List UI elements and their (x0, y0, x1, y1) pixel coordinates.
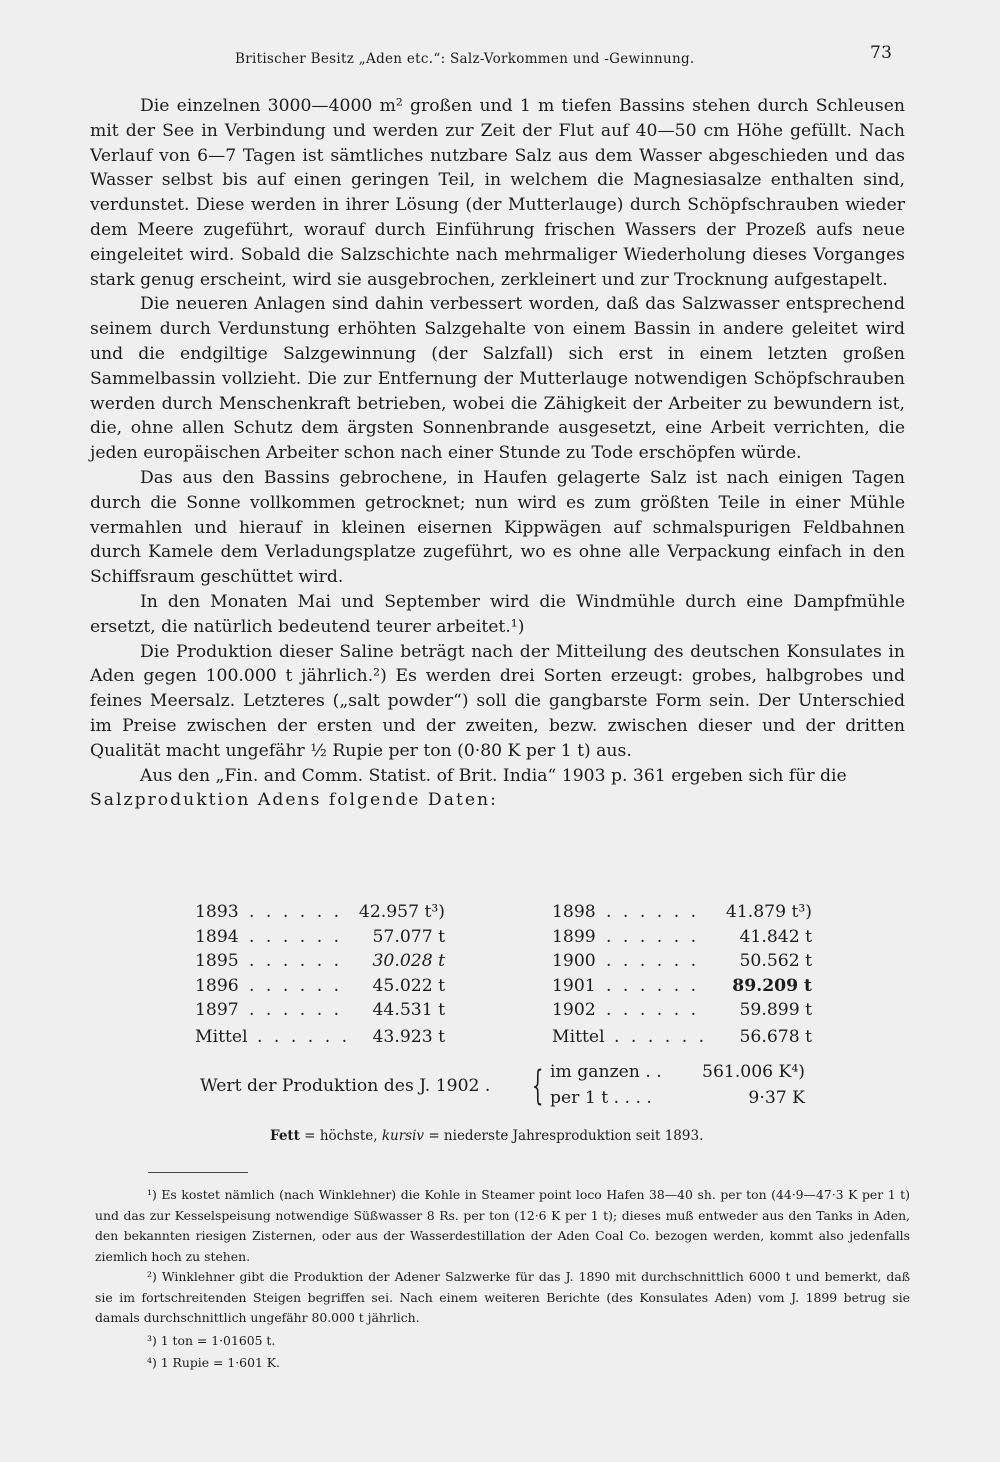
table-year: 1898 (552, 902, 596, 922)
table-value: 45.022 t (372, 975, 445, 996)
table-year: 1893 (195, 902, 239, 922)
paragraph: Die einzelnen 3000—4000 m² großen und 1 m tiefen Bassins stehen durch Schleusen mit der See in Verbindung und werden zur Zeit der Flut auf 40—50 cm Höhe gefüllt. Nach Verlauf von 6—7 Tagen ist sämtliches nutzbare Salz aus dem Wasser abgeschieden und das Wasser selbst bis auf einen geringen Teil, in welchem die Magnesiasalze enthalten sind, verdunstet. Diese werden in ihrer Lösung (der Mutterlauge) durch Schöpfschrauben wieder dem Meere zugeführt, worauf durch Einführung frischen Wassers der Prozeß aufs neue eingeleitet wird. Sobald die Salzschichte nach mehrmaliger Wiederholung dieses Vorganges stark genug erscheint, wird sie ausgebrochen, zerkleinert und zur Trocknung aufgestapelt. (90, 96, 905, 290)
body-text (90, 94, 905, 813)
table-row (195, 1025, 445, 1050)
table-year: 1896 (195, 975, 239, 996)
paragraph: In den Monaten Mai und September wird die Windmühle durch eine Dampfmühle ersetzt, die natürlich bedeutend teurer arbeitet.¹) (90, 591, 905, 637)
table-row (552, 998, 812, 1023)
table-value: 44.531 t (372, 1000, 445, 1020)
table-value: 56.678 t (739, 1026, 812, 1047)
table-row (195, 974, 445, 999)
table-value: 41.842 t (739, 926, 812, 947)
table-value: 41.879 t³) (725, 902, 812, 922)
table-dots: . . . . . . (249, 926, 343, 947)
table-dots: . . . . . . (606, 1000, 700, 1020)
table-row (195, 998, 445, 1023)
footnote: ³) 1 ton = 1·01605 t. (147, 1332, 276, 1348)
table-year: 1901 (552, 975, 596, 996)
footnote: ¹) Es kostet nämlich (nach Winklehner) die Kohle in Steamer point loco Hafen 38—40 sh. per ton (44·9—47·3 K per 1 t) und das zur Kesselspeisung notwendige Süßwasser 8 Rs. per ton (12·6 K per 1 t); dieses muß entweder aus den Tanks in Aden, den bekannten riesigen Zisternen, oder aus der Wasserdestillation der Aden Coal Co. bezogen werden, kommt also jedenfalls ziemlich hoch zu stehen. (95, 1187, 910, 1264)
footnote-rule (148, 1172, 248, 1173)
table-intro-text: Salzproduktion Adens folgende Daten: (90, 790, 498, 811)
table-year: Mittel (552, 1026, 605, 1047)
paragraph: Aus den „Fin. and Comm. Statist. of Brit. India“ 1903 p. 361 ergeben sich für die (140, 765, 847, 786)
table-year: 1900 (552, 951, 596, 971)
table-value: 89.209 t (732, 975, 812, 996)
table-row (552, 925, 812, 950)
footnote: ²) Winklehner gibt die Produktion der Adener Salzwerke für das J. 1890 mit durchschnittlich 6000 t und bemerkt, daß sie im fortschreitenden Steigen begriffen sei. Nach einem weiteren Berichte (des Konsulates Aden) vom J. 1899 betrug sie damals durchschnittlich ungefähr 80.000 t jährlich. (95, 1269, 910, 1325)
table-value: 57.077 t (372, 926, 445, 947)
legend-bold: Fett (270, 1128, 300, 1144)
brace-icon: { (532, 1063, 544, 1109)
table-dots: . . . . . . (249, 975, 343, 996)
table-dots: . . . . . . (257, 1026, 351, 1047)
table-row (552, 900, 812, 925)
production-value-per-ton-amount: 9·37 K (748, 1088, 805, 1108)
table-year: 1902 (552, 1000, 596, 1020)
table-row (552, 974, 812, 999)
table-year: Mittel (195, 1026, 248, 1047)
legend-italic: kursiv (381, 1128, 425, 1144)
production-value-total (550, 1062, 805, 1086)
paragraph: Die Produktion dieser Saline beträgt nach der Mitteilung des deutschen Konsulates in Aden gegen 100.000 t jährlich.²) Es werden drei Sorten erzeugt: grobes, halbgrobes und feines Meersalz. Letzteres („salt powder“) soll die gangbarste Form sein. Der Unterschied im Preise zwischen der ersten und der zweiten, bezw. zwischen dieser und der dritten Qualität macht ungefähr ½ Rupie per ton (0·80 K per 1 t) aus. (90, 641, 905, 761)
table-year: 1897 (195, 1000, 239, 1020)
footnote: ⁴) 1 Rupie = 1·601 K. (147, 1355, 280, 1370)
running-header-title: Britischer Besitz „Aden etc.“: Salz-Vorkommen und -Gewinnung. (235, 51, 695, 67)
legend-end: = niederste Jahresproduktion seit 1893. (424, 1128, 704, 1144)
table-row (552, 1025, 812, 1050)
table-value: 43.923 t (372, 1026, 445, 1047)
table-row (195, 900, 445, 925)
table-dots: . . . . . . (606, 951, 700, 971)
table-year: 1894 (195, 926, 239, 947)
legend-mid: = höchste, (299, 1128, 382, 1144)
table-dots: . . . . . . (249, 951, 343, 971)
table-value: 50.562 t (739, 951, 812, 971)
table-legend (270, 1128, 703, 1144)
production-value-total-amount: 561.006 K⁴) (702, 1062, 805, 1082)
paragraph: Die neueren Anlagen sind dahin verbessert worden, daß das Salzwasser entsprechend seinem durch Verdunstung erhöhten Salzgehalte von einem Bassin in andere geleitet wird und die endgiltige Salzgewinnung (der Salzfall) sich erst in einem letzten großen Sammelbassin vollzieht. Die zur Entfernung der Mutterlauge notwendigen Schöpfschrauben werden durch Menschenkraft betrieben, wobei die Zähigkeit der Arbeiter zu bewundern ist, die, ohne allen Schutz dem ärgsten Sonnenbrande ausgesetzt, eine Arbeit verrichten, die jeden europäischen Arbeiter schon nach einer Stunde zu Tode erschöpfen würde. (90, 294, 905, 464)
table-dots: . . . . . . (249, 1000, 343, 1020)
production-value-per-ton (550, 1088, 805, 1112)
production-value (200, 1062, 820, 1118)
production-value-label: Wert der Produktion des J. 1902 . (200, 1076, 491, 1096)
table-dots: . . . . . . (606, 902, 700, 922)
table-intro (90, 788, 905, 813)
table-year: 1899 (552, 926, 596, 947)
table-column-left (195, 900, 445, 1049)
page-number: 73 (870, 43, 893, 63)
table-dots: . . . . . . (606, 926, 700, 947)
paragraph: Das aus den Bassins gebrochene, in Haufen gelagerte Salz ist nach einigen Tagen durch die Sonne vollkommen getrocknet; nun wird es zum größten Teile in einer Mühle vermahlen und hierauf in kleinen eisernen Kippwägen auf schmalspurigen Feldbahnen durch Kamele dem Verladungsplatze zugeführt, wo es ohne alle Verpackung einfach in den Schiffsraum geschüttet wird. (90, 467, 905, 588)
table-row (195, 925, 445, 950)
table-row (195, 949, 445, 974)
footnotes (95, 1185, 910, 1374)
table-dots: . . . . . . (606, 975, 700, 996)
table-value: 30.028 t (372, 951, 445, 971)
table-dots: . . . . . . (614, 1026, 708, 1047)
table-row (552, 949, 812, 974)
production-value-total-label: im ganzen . . (550, 1062, 662, 1082)
table-year: 1895 (195, 951, 239, 971)
table-value: 59.899 t (739, 1000, 812, 1020)
table-value: 42.957 t³) (358, 902, 445, 922)
table-column-right (552, 900, 812, 1049)
production-value-per-ton-label: per 1 t . . . . (550, 1088, 652, 1108)
table-dots: . . . . . . (249, 902, 343, 922)
